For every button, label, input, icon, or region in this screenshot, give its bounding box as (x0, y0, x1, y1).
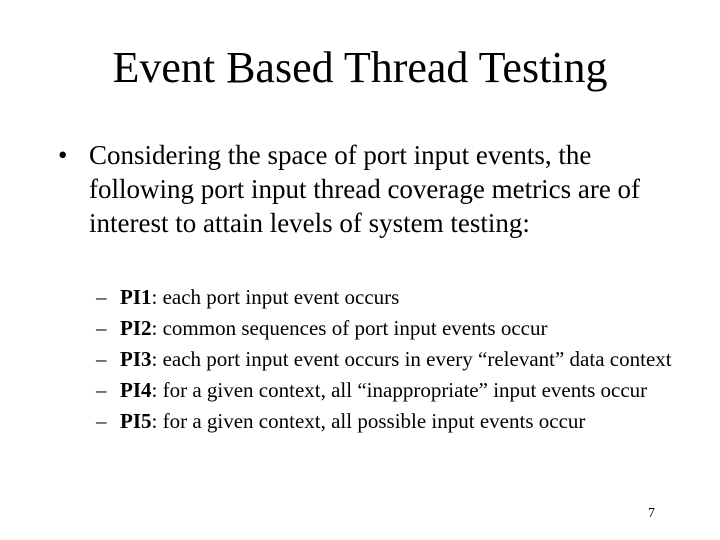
bullet-marker: • (58, 140, 68, 170)
metric-item (96, 284, 686, 311)
page-number: 7 (648, 506, 655, 521)
metric-code: PI2 (120, 316, 152, 340)
metric-code: PI5 (120, 409, 152, 433)
metric-item (96, 408, 686, 435)
dash-marker: – (96, 409, 107, 433)
metric-code: PI3 (120, 347, 152, 371)
metric-text: : for a given context, all “inappropriate” input events occur (151, 378, 648, 402)
metric-item (96, 315, 686, 342)
metric-text: : each port input event occurs in every “relevant” data context (151, 347, 672, 371)
metric-item (96, 377, 686, 404)
main-bullet (58, 138, 658, 240)
metrics-list (96, 284, 686, 439)
metric-text: : each port input event occurs (151, 285, 400, 309)
metric-code: PI1 (120, 285, 152, 309)
metric-code: PI4 (120, 378, 152, 402)
metric-item (96, 346, 686, 373)
dash-marker: – (96, 316, 107, 340)
dash-marker: – (96, 378, 107, 402)
slide-title: Event Based Thread Testing (112, 43, 608, 92)
dash-marker: – (96, 347, 107, 371)
dash-marker: – (96, 285, 107, 309)
bullet-text: Considering the space of port input events, the following port input thread coverage metrics are of interest to attain levels of system testing: (89, 140, 641, 238)
metric-text: : common sequences of port input events occur (151, 316, 548, 340)
metric-text: : for a given context, all possible input events occur (151, 409, 586, 433)
